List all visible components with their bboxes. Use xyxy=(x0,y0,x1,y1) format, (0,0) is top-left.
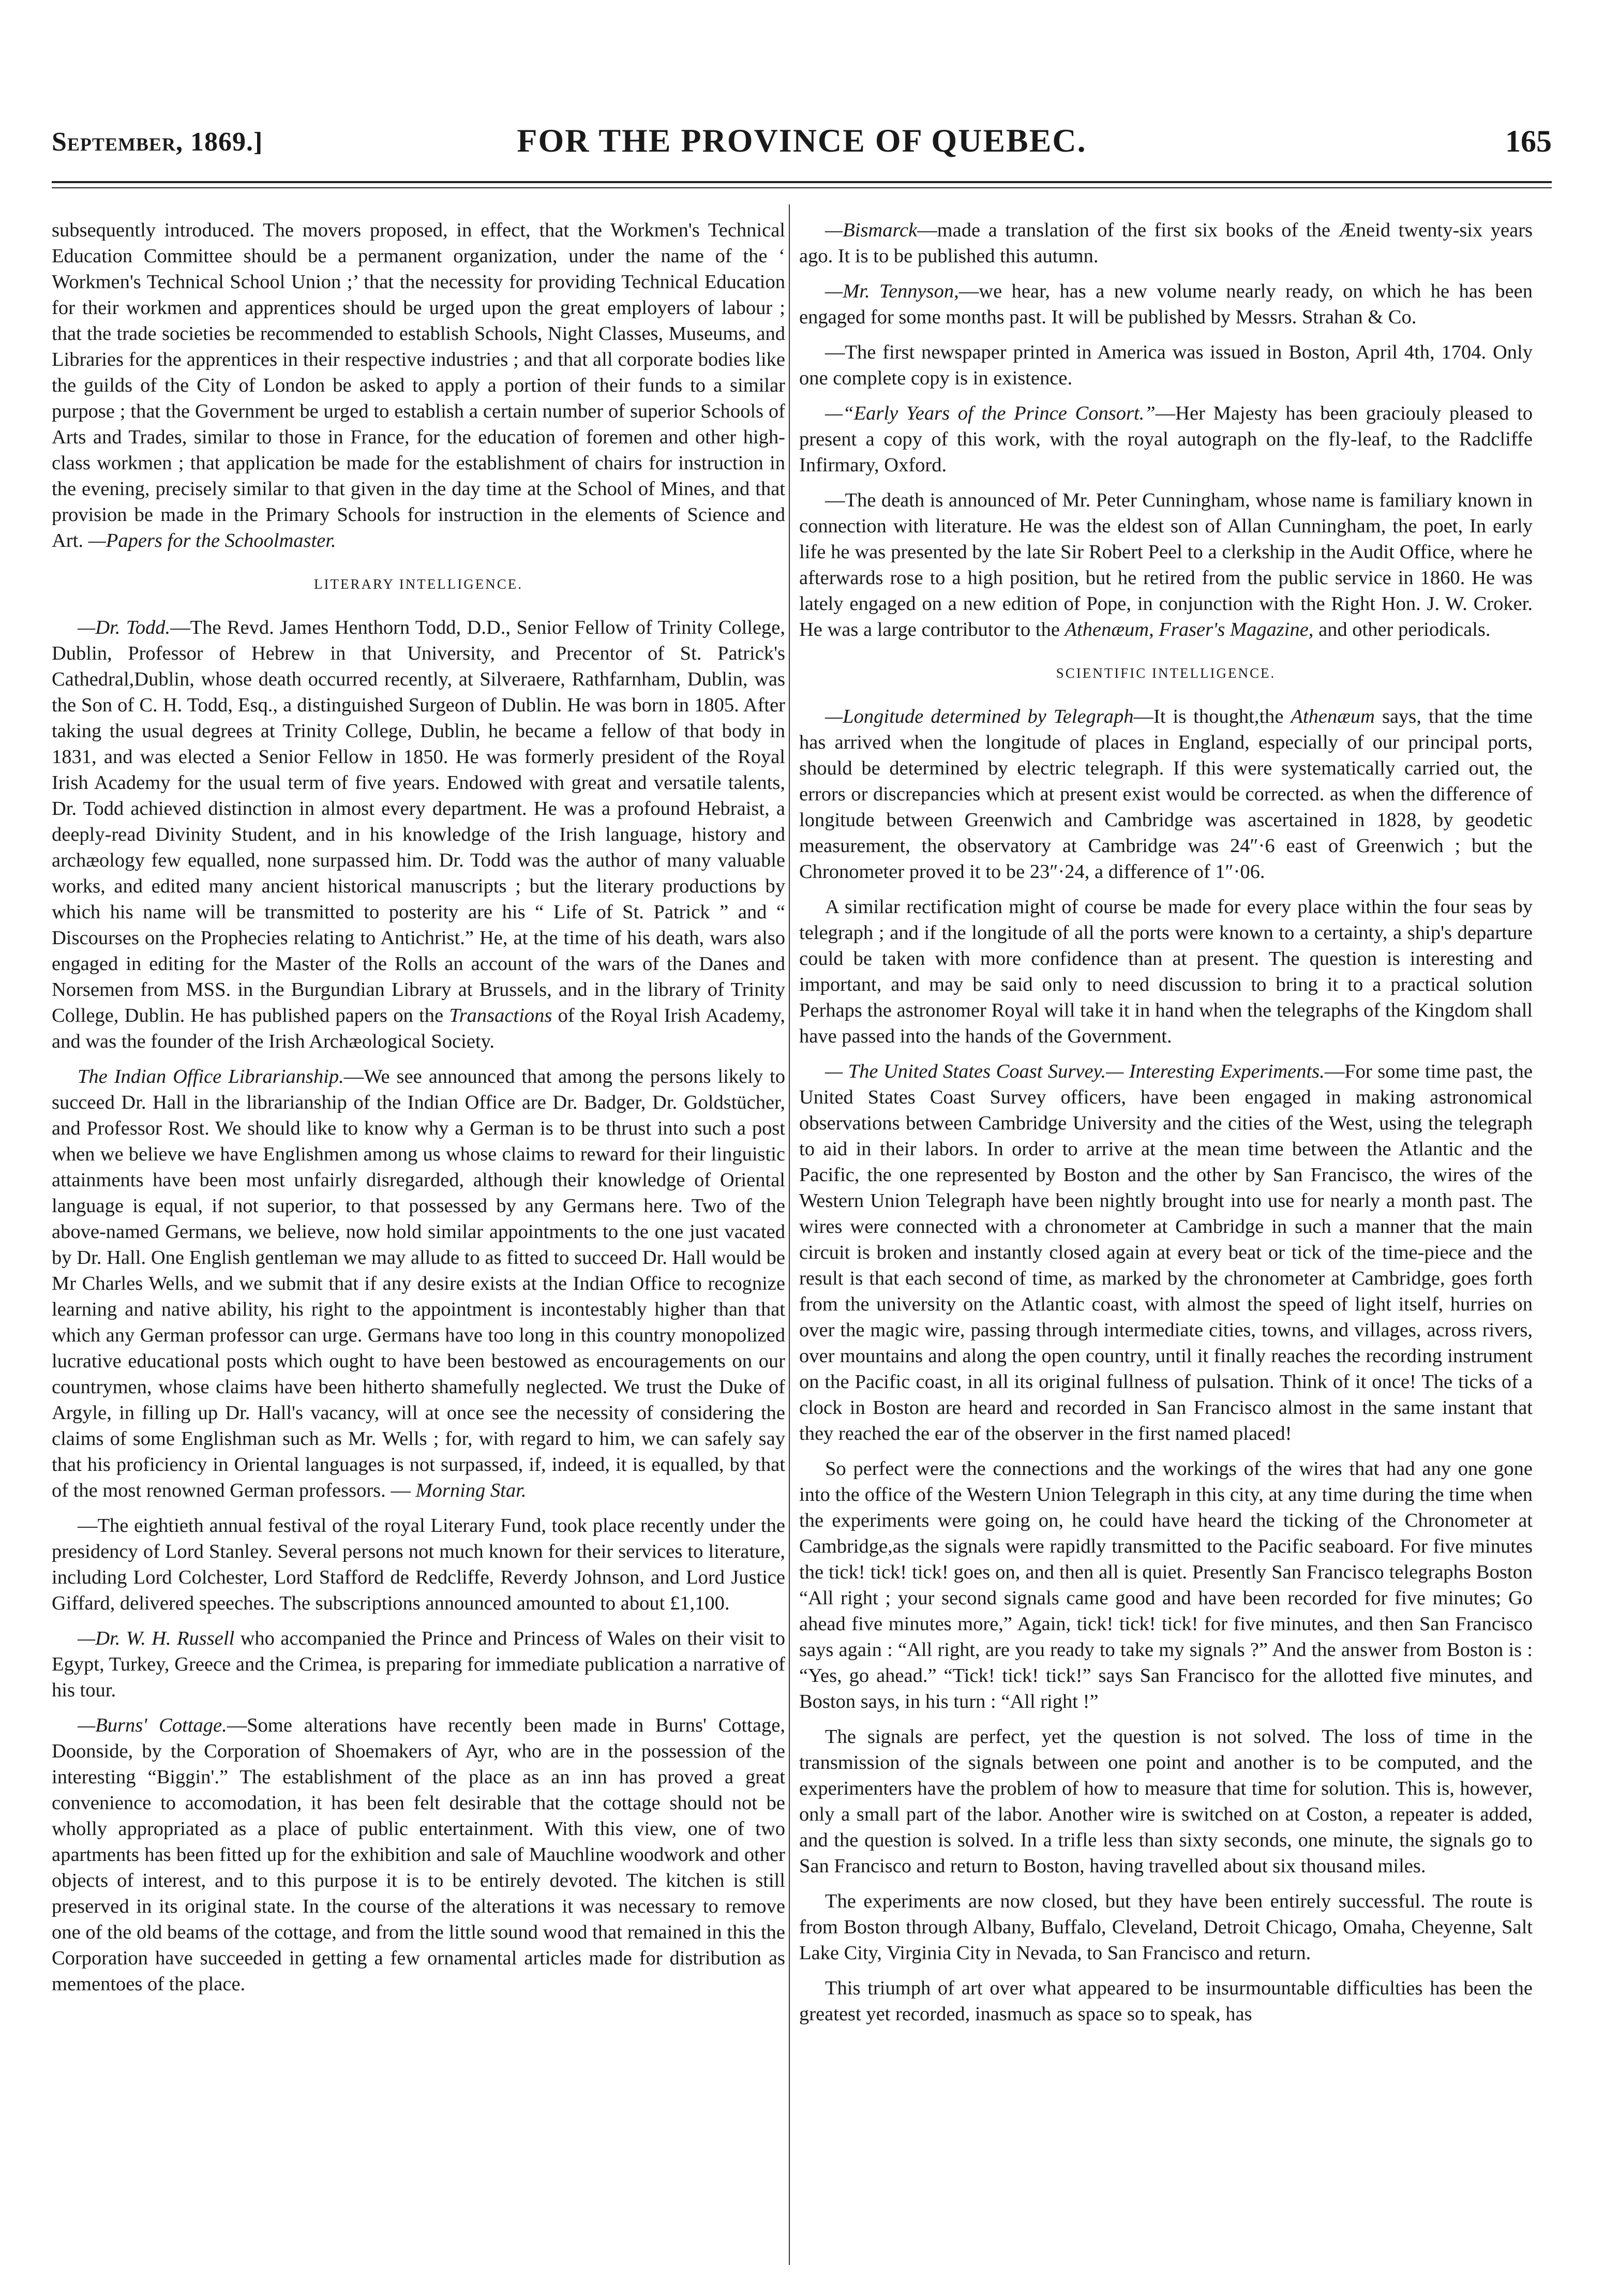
left-column xyxy=(52,217,785,2265)
technical-education-paragraph: subsequently introduced. The movers proposed, in effect, that the Workmen's Technical Education Committee should be a permanent organization, under the name of the ‘ Workmen's Technical School Union ;’ that the necessity for providing Technical Education for their workmen and apprentices should be urged upon the great employers of labour ; that the trade societies be recommended to establish Schools, Night Classes, Museums, and Libraries for the apprentices in their respective industries ; and that all corporate bodies like the guilds of the City of London be asked to apply a portion of their funds to a similar purpose ; that the Government be urged to establish a certain number of superior Schools of Arts and Trades, similar to those in France, for the education of foremen and other high-class workmen ; that application be made for the establishment of chairs for instruction in the evening, precisely similar to that given in the day time at the School of Mines, and that provision be made in the Primary Schools for instruction in the elements of Science and Art. —Papers for the Schoolmaster. xyxy=(52,219,785,551)
header-rule-thick xyxy=(52,181,1552,183)
article-indian-office: The Indian Office Librarianship.—We see announced that among the persons likely to succeed Dr. Hall in the librarianship of the Indian Office are Dr. Badger, Dr. Goldstücher, and Professor Rost. We should like to know why a German is to be thrust into such a post when we believe we have Englishmen among us whose claims to reward for their linguistic attainments have been most unfairly disregarded, although their knowledge of Oriental language is equal, if not superior, to that possessed by any Germans here. Two of the above-named Germans, we believe, now hold similar appointments to the one just vacated by Dr. Hall. One English gentleman we may allude to as fitted to succeed Dr. Hall would be Mr Charles Wells, and we submit that if any desire exists at the Indian Office to recognize learning and native ability, his right to the appointment is incontestably higher than that which any German professor can urge. Germans have too long in this country monopolized lucrative educational posts which ought to have been bestowed as encouragements on our countrymen, whose claims have been hitherto shamefully neglected. We trust the Duke of Argyle, in filling up Dr. Hall's vacancy, will at once see the necessity of considering the claims of some Englishman such as Mr. Wells ; for, with regard to him, we can safely say that his proficiency in Oriental languages is not surpassed, if, indeed, it is equalled, by that of the most renowned German professors. — Morning Star. xyxy=(52,1066,785,1501)
article-rectification: A similar rectification might of course be made for every place within the four seas by telegraph ; and if the longitude of all the ports were known to a certainty, a ship's departure could be taken with more confidence than at present. The question is interesting and important, and may be said only to need discussion to bring it to a practical solution Perhaps the astronomer Royal will take it in hand when the telegraphs of the Kingdom shall have passed into the hands of the Government. xyxy=(799,896,1533,1047)
article-title: —Longitude determined by Telegraph xyxy=(825,706,1134,727)
right-column xyxy=(799,217,1533,2265)
article-burns-cottage: —Burns' Cottage.—Some alterations have recently been made in Burns' Cottage, Doonside, by the Corporation of Shoemakers of Ayr, who are in the possession of the interesting “Biggin'.” The establishment of the place as an inn has proved a great convenience to accomodation, it has been felt desirable that the cottage should not be wholly appropriated as a place of public entertainment. With this view, one of two apartments has been fitted up for the exhibition and sale of Mauchline woodwork and other objects of interest, and to this purpose it is to be entirely devoted. The kitchen is still preserved in its original state. In the course of the alterations it was necessary to remove one of the old beams of the cottage, and from the little sound wood that remained in this the Corporation have succeeded in getting a few ornamental articles made for distribution as mementoes of the place. xyxy=(52,1714,785,1995)
page-header xyxy=(52,122,1552,168)
article-title: —Burns' Cottage. xyxy=(78,1714,227,1736)
paragraph-signals: The signals are perfect, yet the question is not solved. The loss of time in the transmission of the signals between one point and another is to be computed, and the experimenters have the problem of how to measure that time for solution. This is, however, only a small part of the labor. Another wire is switched on at Coston, a repeater is added, and the question is solved. In a trifle less than sixty seconds, one minute, the signals go to San Francisco and return to Boston, having travelled about six thousand miles. xyxy=(799,1726,1533,1877)
header-title: FOR THE PROVINCE OF QUEBEC. xyxy=(517,122,1087,159)
paragraph-perfect-connections: So perfect were the connections and the workings of the wires that had any one gone into the office of the Western Union Telegraph in this city, at any time during the time when the experiments were going on, he could have heard the ticking of the Chronometer at Cambridge,as the signals were rapidly transmitted to the Pacific seaboard. For five minutes the tick! tick! tick! goes on, and then all is quiet. Presently San Francisco telegraphs Boston “All right ; your second signals came good and have been recorded for five minutes; Go ahead five minutes more,” Again, tick! tick! tick! for five minutes, and then San Francisco says again : “All right, are you ready to take my signals ?” And the answer from Boston is : “Yes, go ahead.” “Tick! tick! tick!” says San Francisco for the allotted five minutes, and Boston says, in his turn : “All right !” xyxy=(799,1458,1533,1712)
article-title: The Indian Office Librarianship. xyxy=(78,1066,344,1087)
section-heading-literary: LITERARY INTELLIGENCE. xyxy=(314,576,523,592)
source-citation: —Papers for the Schoolmaster. xyxy=(88,530,336,551)
article-dr-todd: —Dr. Todd.—The Revd. James Henthorn Todd, D.D., Senior Fellow of Trinity College, Dublin, Professor of Hebrew in that University, and Precentor of St. Patrick's Cathedral,Dublin, whose death occurred recently, at Silveraere, Rathfarnham, Dublin, was the Son of C. H. Todd, Esq., a distinguished Surgeon of Dublin. He was born in 1805. After taking the usual degrees at Trinity College, Dublin, he became a fellow of that body in 1831, and was elected a Senior Fellow in 1850. He was formerly president of the Royal Irish Academy for the usual term of five years. Endowed with great and versatile talents, Dr. Todd achieved distinction in almost every department. He was a profound Hebraist, a deeply-read Divinity Student, and in his knowledge of the Irish language, history and archæology few equalled, none surpassed him. Dr. Todd was the author of many valuable works, and edited many ancient historical manuscripts ; but the literary productions by which his name will be transmitted to posterity are his “ Life of St. Patrick ” and “ Discourses on the Prophecies relating to Antichrist.” He, at the time of his death, wars also engaged in editing for the Master of the Rolls an account of the wars of the Danes and Norsemen from MSS. in the Burgundian Library at Brussels, and in the library of Trinity College, Dublin. He has published papers on the Transactions of the Royal Irish Academy, and was the founder of the Irish Archæological Society. xyxy=(52,617,785,1052)
paragraph-experiments-closed: The experiments are now closed, but they have been entirely successful. The route is from Boston through Albany, Buffalo, Cleveland, Detroit Chicago, Omaha, Cheyenne, Salt Lake City, Virginia City in Nevada, to San Francisco and return. xyxy=(799,1890,1533,1964)
article-russell: —Dr. W. H. Russell who accompanied the Prince and Princess of Wales on their visit to Egypt, Turkey, Greece and the Crimea, is preparing for immediate publication a narrative of his tour. xyxy=(52,1628,785,1701)
article-tennyson: —Mr. Tennyson,—we hear, has a new volume nearly ready, on which he has been engaged for some months past. It will be published by Messrs. Strahan & Co. xyxy=(799,280,1533,328)
article-longitude: —Longitude determined by Telegraph—It is thought,the Athenæum says, that the time has arrived when the longitude of places in England, especially of our principal ports, should be determined by electric telegraph. If this were systematically carried out, the errors or discrepancies which at present exist would be corrected. as when the difference of longitude between Greenwich and Cambridge was ascertained in 1828, by geodetic measurement, the observatory at Cambridge was 24″·6 east of Greenwich ; but the Chronometer proved it to be 23″·24, a difference of 1″·06. xyxy=(799,706,1533,883)
article-title: — The United States Coast Survey.— Interesting Experiments. xyxy=(825,1061,1325,1082)
source-citation: Morning Star. xyxy=(415,1480,527,1501)
article-cunningham: —The death is announced of Mr. Peter Cunningham, whose name is familiary known in connection with literature. He was the eldest son of Allan Cunningham, the poet, In early life he was presented by the late Sir Robert Peel to a clerkship in the Audit Office, where he afterwards rose to a high position, but he retired from the public service in 1860. He was lately engaged on a new edition of Pope, in conjunction with the Right Hon. J. W. Croker. He was a large contributor to the Athenæum, Fraser's Magazine, and other periodicals. xyxy=(799,489,1533,640)
article-title: —Bismarck xyxy=(825,219,918,241)
section-heading-scientific: SCIENTIFIC INTELLIGENCE. xyxy=(1056,665,1276,681)
article-first-newspaper: —The first newspaper printed in America was issued in Boston, April 4th, 1704. Only one complete copy is in existence. xyxy=(799,341,1533,389)
article-literary-fund: —The eightieth annual festival of the royal Literary Fund, took place recently under the presidency of Lord Stanley. Several persons not much known for their services to literature, including Lord Colchester, Lord Stafford de Redcliffe, Reverdy Johnson, and Lord Justice Giffard, delivered speeches. The subscriptions announced amounted to about £1,100. xyxy=(52,1515,785,1614)
header-date: September, 1869.] xyxy=(52,127,263,157)
paragraph-triumph: This triumph of art over what appeared to be insurmountable difficulties has been the greatest yet recorded, inasmuch as space so to speak, has xyxy=(799,1977,1533,2025)
article-prince-consort: —“Early Years of the Prince Consort.”—Her Majesty has been graciouly pleased to present a copy of this work, with the royal autograph on the fly-leaf, to the Radcliffe Infirmary, Oxford. xyxy=(799,402,1533,476)
page-number: 165 xyxy=(1505,124,1552,158)
article-coast-survey: — The United States Coast Survey.— Interesting Experiments.—For some time past, the United States Coast Survey officers, have been engaged in making astronomical observations between Cambridge University and the cities of the West, using the telegraph to aid in their labors. In order to arrive at the mean time between the Atlantic and the Pacific, the one represented by Boston and the other by San Francisco, the wires of the Western Union Telegraph have been nightly brought into use for nearly a month past. The wires were connected with a chronometer at Cambridge in such a manner that the main circuit is broken and instantly closed again at every beat or tick of the time-piece and the result is that each second of time, as marked by the chronometer at Cambridge, goes forth from the university on the Atlantic coast, with almost the speed of light itself, hurries on over the magic wire, passing through intermediate cities, towns, and villages, across rivers, over mountains and along the open country, until it finally reaches the recording instrument on the Pacific coast, in all its original fullness of pulsation. Think of it once! The ticks of a clock in Boston are heard and recorded in San Francisco almost in the same instant that they reached the ear of the observer in the first named placed! xyxy=(799,1061,1533,1444)
article-title: —Mr. Tennyson, xyxy=(825,280,959,302)
header-rule-thin xyxy=(52,187,1552,188)
article-title: —“Early Years of the Prince Consort.” xyxy=(825,402,1156,424)
column-divider xyxy=(789,204,790,2265)
article-title: —Dr. W. H. Russell xyxy=(78,1628,235,1649)
article-title: —Dr. Todd. xyxy=(78,617,171,638)
article-bismarck: —Bismarck—made a translation of the first six books of the Æneid twenty-six years ago. It is to be published this autumn. xyxy=(799,219,1533,267)
